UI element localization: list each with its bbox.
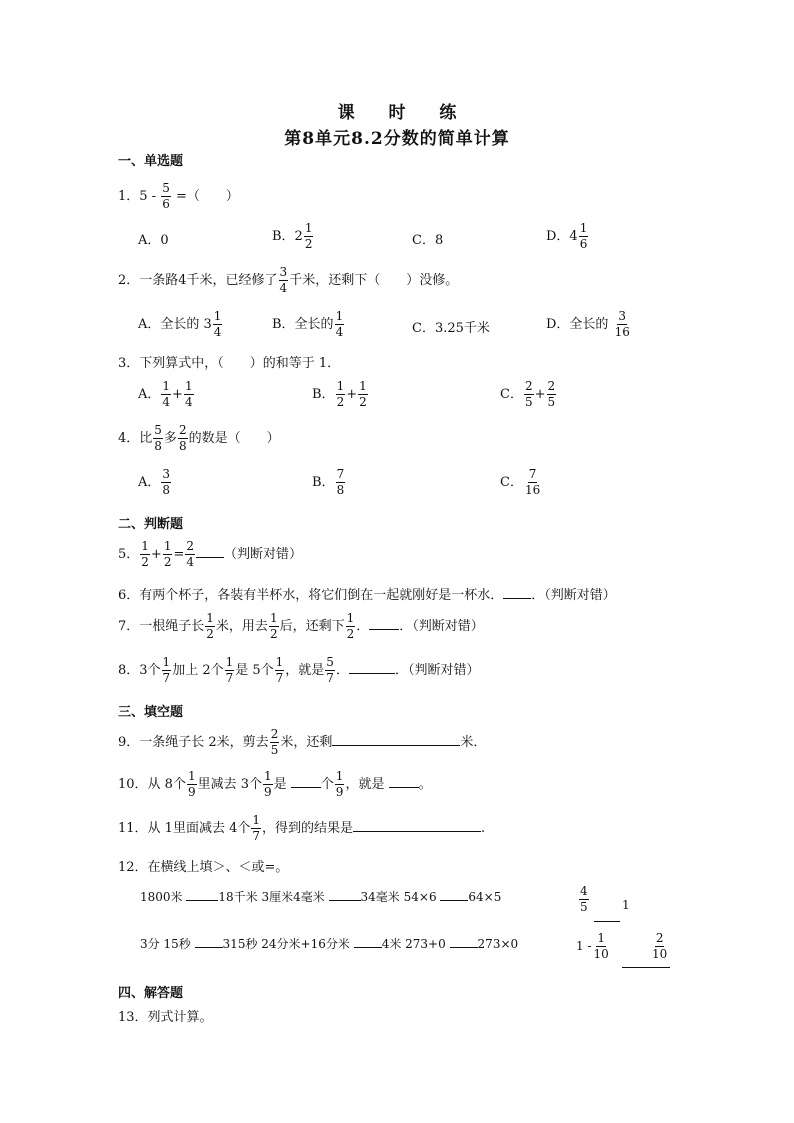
q4-option-c[interactable]: C． $\frac{7}{16}$ — [500, 467, 541, 497]
question-6: 6．有两个杯子，各装有半杯水，将它们倒在一起就刚好是一杯水． ．（判断对错） — [118, 588, 616, 603]
answer-blank[interactable] — [369, 628, 399, 630]
question-12: 12．在横线上填＞、＜或=。 — [118, 860, 289, 875]
q4-option-b[interactable]: B． $\frac{7}{8}$ — [312, 467, 345, 497]
answer-blank[interactable] — [354, 946, 382, 948]
question-2: 2．一条路4千米，已经修了 $\frac{3}{4}$ 千米，还剩下（ ）没修。 — [118, 265, 459, 295]
question-5: 5． $\frac{1}{2}$ + $\frac{1}{2}$ = $\frac{2}{4}$ （判断对错） — [118, 539, 303, 569]
answer-blank[interactable] — [622, 966, 670, 968]
answer-blank[interactable] — [353, 830, 481, 832]
answer-blank[interactable] — [440, 899, 468, 901]
question-1: 1．5 - $\frac{5}{6}$ =（ ） — [118, 181, 239, 211]
answer-blank[interactable] — [329, 899, 361, 901]
answer-blank[interactable] — [332, 744, 460, 746]
question-10: 10．从 8个 $\frac{1}{9}$ 里减去 3个 $\frac{1}{9}$ 是 个 $\frac{1}{9}$ ，就是 。 — [118, 769, 432, 799]
q1-option-b[interactable]: B．2 $\frac{1}{2}$ — [272, 221, 313, 251]
answer-blank[interactable] — [196, 556, 224, 558]
fraction: $\frac{5}{6}$ — [162, 181, 170, 211]
q12-row-1-fraction: $\frac{4}{5}$ — [580, 884, 588, 914]
q3-option-a[interactable]: A． $\frac{1}{4}$ + $\frac{1}{4}$ — [138, 379, 193, 409]
q12-row-2-expr: 1 - $\frac{1}{10}$ — [576, 931, 609, 961]
question-4: 4．比 $\frac{5}{8}$ 多 $\frac{2}{8}$ 的数是（ ） — [118, 423, 280, 453]
answer-blank[interactable] — [349, 672, 395, 674]
q2-option-b[interactable]: B．全长的 $\frac{1}{4}$ — [272, 309, 344, 339]
answer-blank[interactable] — [195, 946, 223, 948]
section-heading-3: 三、填空题 — [118, 705, 184, 720]
question-9: 9．一条绳子长 2米，剪去 $\frac{2}{5}$ 米，还剩 米． — [118, 727, 487, 757]
answer-blank[interactable] — [389, 786, 419, 788]
q4-option-a[interactable]: A． $\frac{3}{8}$ — [138, 467, 171, 497]
section-heading-4: 四、解答题 — [118, 986, 184, 1001]
page-subtitle: 第8单元8.2分数的简单计算 — [284, 129, 510, 149]
question-11: 11．从 1里面减去 4个 $\frac{1}{7}$ ，得到的结果是 . — [118, 813, 486, 843]
q12-row-1-one: 1 — [622, 898, 630, 912]
question-13: 13．列式计算。 — [118, 1010, 213, 1025]
answer-blank[interactable] — [186, 899, 218, 901]
question-7: 7．一根绳子长 $\frac{1}{2}$ 米，用去 $\frac{1}{2}$ 后，还剩下 $\frac{1}{2}$ ． ．（判断对错） — [118, 611, 484, 641]
answer-blank[interactable] — [291, 786, 321, 788]
section-heading-2: 二、判断题 — [118, 517, 184, 532]
q1-option-a[interactable]: A．0 — [138, 233, 169, 248]
question-8: 8．3个 $\frac{1}{7}$ 加上 2个 $\frac{1}{7}$ 是 5个 $\frac{1}{7}$ ，就是 $\frac{5}{7}$ ． ．（判断对错） — [118, 655, 480, 685]
q12-row-1: 1800米 18千米 3厘米4毫米 34毫米 54×6 64×5 — [140, 890, 502, 904]
q12-row-2-fraction: $\frac{2}{10}$ — [652, 931, 668, 961]
q1-option-d[interactable]: D．4 $\frac{1}{6}$ — [546, 221, 588, 251]
q2-option-d[interactable]: D．全长的 $\frac{3}{16}$ — [546, 309, 630, 339]
question-3: 3．下列算式中，（ ）的和等于 1． — [118, 356, 341, 371]
answer-blank[interactable] — [450, 946, 478, 948]
answer-blank[interactable] — [594, 920, 620, 922]
q3-option-b[interactable]: B． $\frac{1}{2}$ + $\frac{1}{2}$ — [312, 379, 367, 409]
section-heading-1: 一、单选题 — [118, 154, 184, 169]
q2-option-a[interactable]: A．全长的 3 $\frac{1}{4}$ — [138, 309, 222, 339]
page-title: 课 时 练 — [337, 103, 471, 123]
q2-option-c[interactable]: C．3.25千米 — [412, 321, 490, 336]
q3-option-c[interactable]: C． $\frac{2}{5}$ + $\frac{2}{5}$ — [500, 379, 556, 409]
answer-blank[interactable] — [503, 597, 531, 599]
q1-option-c[interactable]: C．8 — [412, 233, 444, 248]
q12-row-2: 3分 15秒 315秒 24分米+16分米 4米 273+0 273×0 — [140, 937, 519, 951]
